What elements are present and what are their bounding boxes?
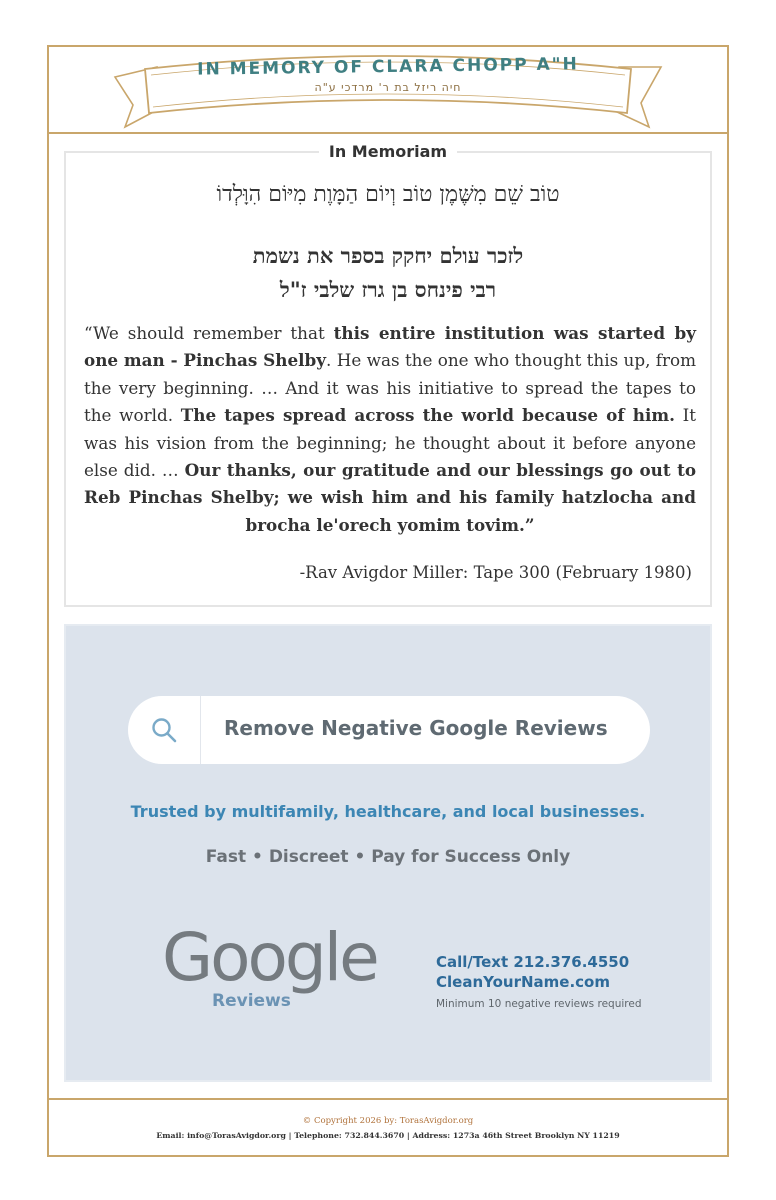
quote-bold-3: Our thanks, our gratitude and our blessings go out to Reb Pinchas Shelby; we wish him and his family hatzlocha and brocha le'orech yomim tovim.” [84,460,697,535]
ad-contact-block [436,952,641,1010]
quote-text [84,320,696,539]
google-logo: Google [162,919,377,996]
hebrew-dedication [66,239,710,307]
advertisement[interactable] [64,624,712,1082]
banner-divider [49,132,727,134]
search-icon [150,716,178,744]
quote-attribution: -Rav Avigdor Miller: Tape 300 (February 1980) [299,563,692,582]
search-bar-graphic [128,696,650,764]
ad-website-link[interactable]: CleanYourName.com [436,973,610,991]
ad-note: Minimum 10 negative reviews required [436,998,642,1010]
ad-phone[interactable]: Call/Text 212.376.4550 [436,953,630,971]
google-reviews-label: Reviews [212,991,291,1011]
dedication-line-1: לזכר עולם יחקק בספר את נשמת [252,243,524,268]
quote-part-1: “We should remember that [84,323,334,343]
dedication-line-2: רבי פינחס בן גרז שלבי ז"ל [279,277,497,302]
quote-bold-2: The tapes spread across the world because of him. [180,405,675,426]
ad-trusted-line: Trusted by multifamily, healthcare, and local businesses. [130,802,646,821]
ad-tagline: Fast • Discreet • Pay for Success Only [205,847,571,867]
search-bar-text: Remove Negative Google Reviews [224,716,608,740]
hebrew-verse: טוֹב שֵׁם מִשֶּׁמֶן טוֹב וְיוֹם הַמָּוֶת מִיּוֹם הִוָּלְדוֹ [216,182,560,207]
quote-part-2: . He was the one who thought this up, from the very beginning. … And it was his initiative to spread the tapes to the world. [84,350,696,426]
quote-bold-1: this entire institution was started by one man - Pinchas Shelby [84,323,696,371]
footer-copyright: © Copyright 2026 by: TorasAvigdor.org [302,1116,474,1126]
quote-part-3: It was his vision from the beginning; he thought about it before anyone else did. … [84,405,696,481]
memoriam-heading-text: In Memoriam [319,142,457,161]
footer-divider [49,1098,727,1100]
banner-subtitle: חיה ריזל בת ר' מרדכי ע"ה [314,81,462,94]
footer-contact: Email: info@TorasAvigdor.org | Telephone: 732.844.3670 | Address: 1273a 46th Street Brooklyn NY 11219 [156,1131,620,1140]
search-separator [200,696,201,764]
memoriam-heading [66,142,710,161]
banner-title: IN MEMORY OF CLARA CHOPP A"H [197,54,579,80]
memorial-banner [49,47,727,133]
memoriam-box [64,142,712,607]
